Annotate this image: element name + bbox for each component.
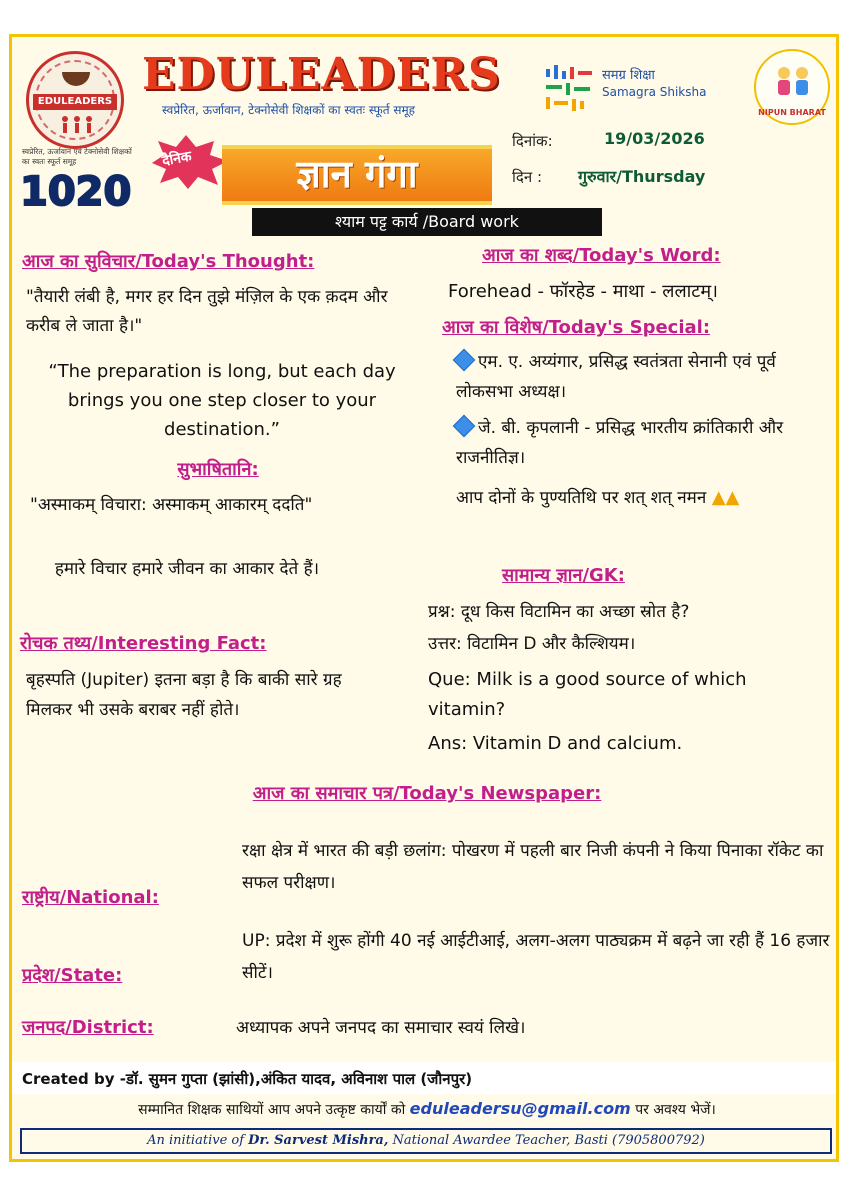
note-suffix: पर अवश्य भेजें। — [635, 1102, 716, 1118]
nipun-text: NIPUN BHARAT — [758, 108, 826, 117]
thought-english: “The preparation is long, but each day brings you one step closer to your destination.” — [48, 361, 396, 440]
special-item-1-text: एम. ए. अय्यंगार, प्रसिद्ध स्वतंत्रता सेनानी एवं पूर्व लोकसभा अध्यक्ष। — [456, 352, 776, 402]
special-item-2 — [456, 413, 836, 473]
logo-tagline: स्वप्रेरित, ऊर्जावान एवं टेक्नोसेवी शिक्षकों का स्वतः स्फूर्त समूह — [22, 147, 132, 166]
logo-band-text: EDULEADERS — [33, 94, 117, 110]
kids-icon — [772, 65, 814, 97]
tribute-text — [456, 483, 816, 513]
thought-hindi: "तैयारी लंबी है, मगर हर दिन तुझे मंज़िल के एक क़दम और करीब ले जाता है।" — [26, 287, 388, 336]
fact-heading: रोचक तथ्य/Interesting Fact: — [20, 633, 267, 654]
issue-number: 1020 — [20, 169, 132, 215]
students-icon — [57, 114, 97, 136]
samagra-hindi: समग्र शिक्षा — [602, 68, 655, 83]
gk-heading: सामान्य ज्ञान/GK: — [502, 565, 625, 586]
national-news: रक्षा क्षेत्र में भारत की बड़ी छलांग: पोखरण में पहली बार निजी कंपनी ने किया पिनाका रॉकेट का सफल परीक्षण। — [242, 841, 824, 893]
special-heading: आज का विशेष/Today's Special: — [442, 317, 711, 338]
dainik-label: दैनिक — [160, 148, 193, 170]
state-news: UP: प्रदेश में शुरू होंगी 40 नई आईटीआई, अलग-अलग पाठ्यक्रम में बढ़ने जा रही हैं 16 हजार सीटें। — [242, 931, 830, 983]
poster — [9, 34, 839, 1162]
initiative-box — [20, 1128, 832, 1154]
tribute-line: आप दोनों के पुण्यतिथि पर शत् शत् नमन — [456, 488, 707, 508]
note-prefix: सम्मानित शिक्षक साथियों आप अपने उत्कृष्ट कार्यों को — [138, 1102, 406, 1118]
email-link[interactable]: eduleadersu@gmail.com — [409, 1099, 631, 1118]
day-value: गुरुवार/Thursday — [578, 167, 706, 186]
gk-answer-hindi: उत्तर: विटामिन D और कैल्शियम। — [428, 634, 636, 654]
date-label: दिनांक: — [512, 132, 553, 150]
brand-subtitle: स्वप्रेरित, ऊर्जावान, टेक्नोसेवी शिक्षकों का स्वतः स्फूर्त समूह — [162, 103, 416, 117]
eduleaders-logo — [26, 51, 124, 149]
created-by: Created by -डॉ. सुमन गुप्ता (झांसी),अंकित यादव, अविनाश पाल (जौनपुर) — [22, 1070, 473, 1088]
samagra-english: Samagra Shiksha — [602, 85, 707, 99]
national-label: राष्ट्रीय/National: — [22, 887, 159, 908]
gyan-ganga-banner: ज्ञान गंगा — [222, 145, 492, 205]
initiative-name: Dr. Sarvest Mishra, — [248, 1133, 389, 1148]
folded-hands-icon: ▲▲ — [711, 487, 740, 508]
gk-question-english: Que: Milk is a good source of which vitamin? — [428, 669, 747, 720]
district-news: अध्यापक अपने जनपद का समाचार स्वयं लिखे। — [236, 1018, 526, 1038]
samagra-shiksha-icon — [540, 61, 596, 117]
date-value: 19/03/2026 — [604, 129, 705, 148]
nipun-bharat-logo — [754, 49, 830, 125]
gk-answer-english: Ans: Vitamin D and calcium. — [428, 733, 683, 754]
special-item-2-text: जे. बी. कृपलानी - प्रसिद्ध भारतीय क्रांतिकारी और राजनीतिज्ञ। — [456, 418, 784, 468]
submission-note — [12, 1099, 839, 1119]
initiative-prefix: An initiative of — [147, 1133, 245, 1148]
subhashitani-heading: सुभाषितानि: — [177, 459, 259, 480]
thought-heading: आज का सुविचार/Today's Thought: — [22, 251, 315, 272]
diamond-icon — [453, 349, 476, 372]
district-label: जनपद/District: — [22, 1017, 154, 1038]
word-text: Forehead - फॉरहेड - माथा - ललाटम्। — [448, 281, 718, 302]
subhashit-meaning: हमारे विचार हमारे जीवन का आकार देते हैं। — [54, 559, 320, 579]
diamond-icon — [453, 415, 476, 438]
day-label: दिन : — [512, 168, 542, 186]
subhashit-sanskrit: "अस्माकम् विचारा: अस्माकम् आकारम् ददति" — [30, 495, 313, 515]
brand-title: EDULEADERS — [142, 49, 501, 100]
state-label: प्रदेश/State: — [22, 965, 123, 986]
gk-question-hindi: प्रश्न: दूध किस विटामिन का अच्छा स्रोत है? — [428, 602, 690, 622]
special-item-1 — [456, 347, 836, 407]
initiative-suffix: National Awardee Teacher, Basti (7905800792) — [392, 1133, 705, 1148]
fact-text: बृहस्पति (Jupiter) इतना बड़ा है कि बाकी सारे ग्रह मिलकर भी उसके बराबर नहीं होते। — [26, 670, 342, 720]
board-work-strip: श्याम पट्ट कार्य /Board work — [252, 208, 602, 236]
word-heading: आज का शब्द/Today's Word: — [482, 245, 721, 266]
newspaper-heading: आज का समाचार पत्र/Today's Newspaper: — [252, 783, 602, 804]
